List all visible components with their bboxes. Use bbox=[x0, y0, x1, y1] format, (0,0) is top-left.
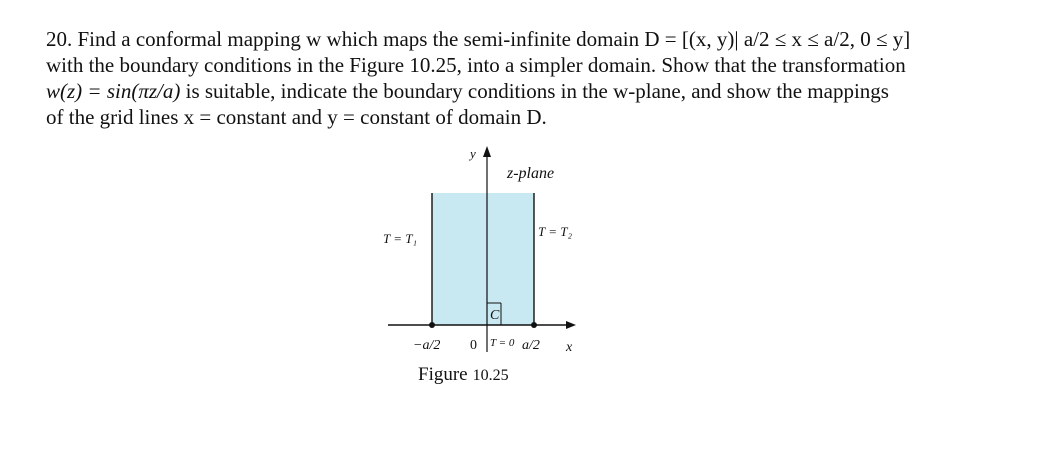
y-axis-label: y bbox=[470, 146, 476, 161]
problem-line-4: of the grid lines x = constant and y = constant of domain D. bbox=[46, 105, 547, 129]
problem-line-1: 20. Find a conformal mapping w which maps the semi-infinite domain D = [(x, y)| a/2 ≤ x ≤ a/2, 0 ≤ y] bbox=[46, 27, 911, 51]
y-axis-arrow bbox=[483, 146, 491, 157]
left-bc-label: T = T₁ bbox=[383, 231, 418, 246]
mapping-formula: w(z) = sin(πz/a) bbox=[46, 79, 181, 103]
tick-minus-a-half: −a/2 bbox=[413, 338, 441, 353]
caption-number: 10.25 bbox=[472, 367, 509, 384]
figure-caption bbox=[418, 364, 509, 385]
bottom-bc-label: T = 0 bbox=[490, 337, 515, 349]
right-bc-label: T = T₂ bbox=[538, 224, 573, 239]
region-label: C bbox=[490, 308, 500, 323]
caption-word: Figure bbox=[418, 364, 468, 385]
domain-region bbox=[432, 193, 534, 325]
problem-line-3-rest: is suitable, indicate the boundary conditions in the w-plane, and show the mappings bbox=[180, 79, 889, 103]
tick-origin: 0 bbox=[470, 338, 477, 353]
x-axis-label: x bbox=[566, 340, 573, 355]
problem-line-2: with the boundary conditions in the Figure 10.25, into a simpler domain. Show that the transformation bbox=[46, 53, 906, 77]
x-axis-arrow bbox=[566, 321, 576, 329]
tick-a-half: a/2 bbox=[522, 338, 540, 353]
plane-label: z-plane bbox=[507, 165, 555, 182]
point-a-half bbox=[531, 322, 537, 328]
point-minus-a-half bbox=[429, 322, 435, 328]
